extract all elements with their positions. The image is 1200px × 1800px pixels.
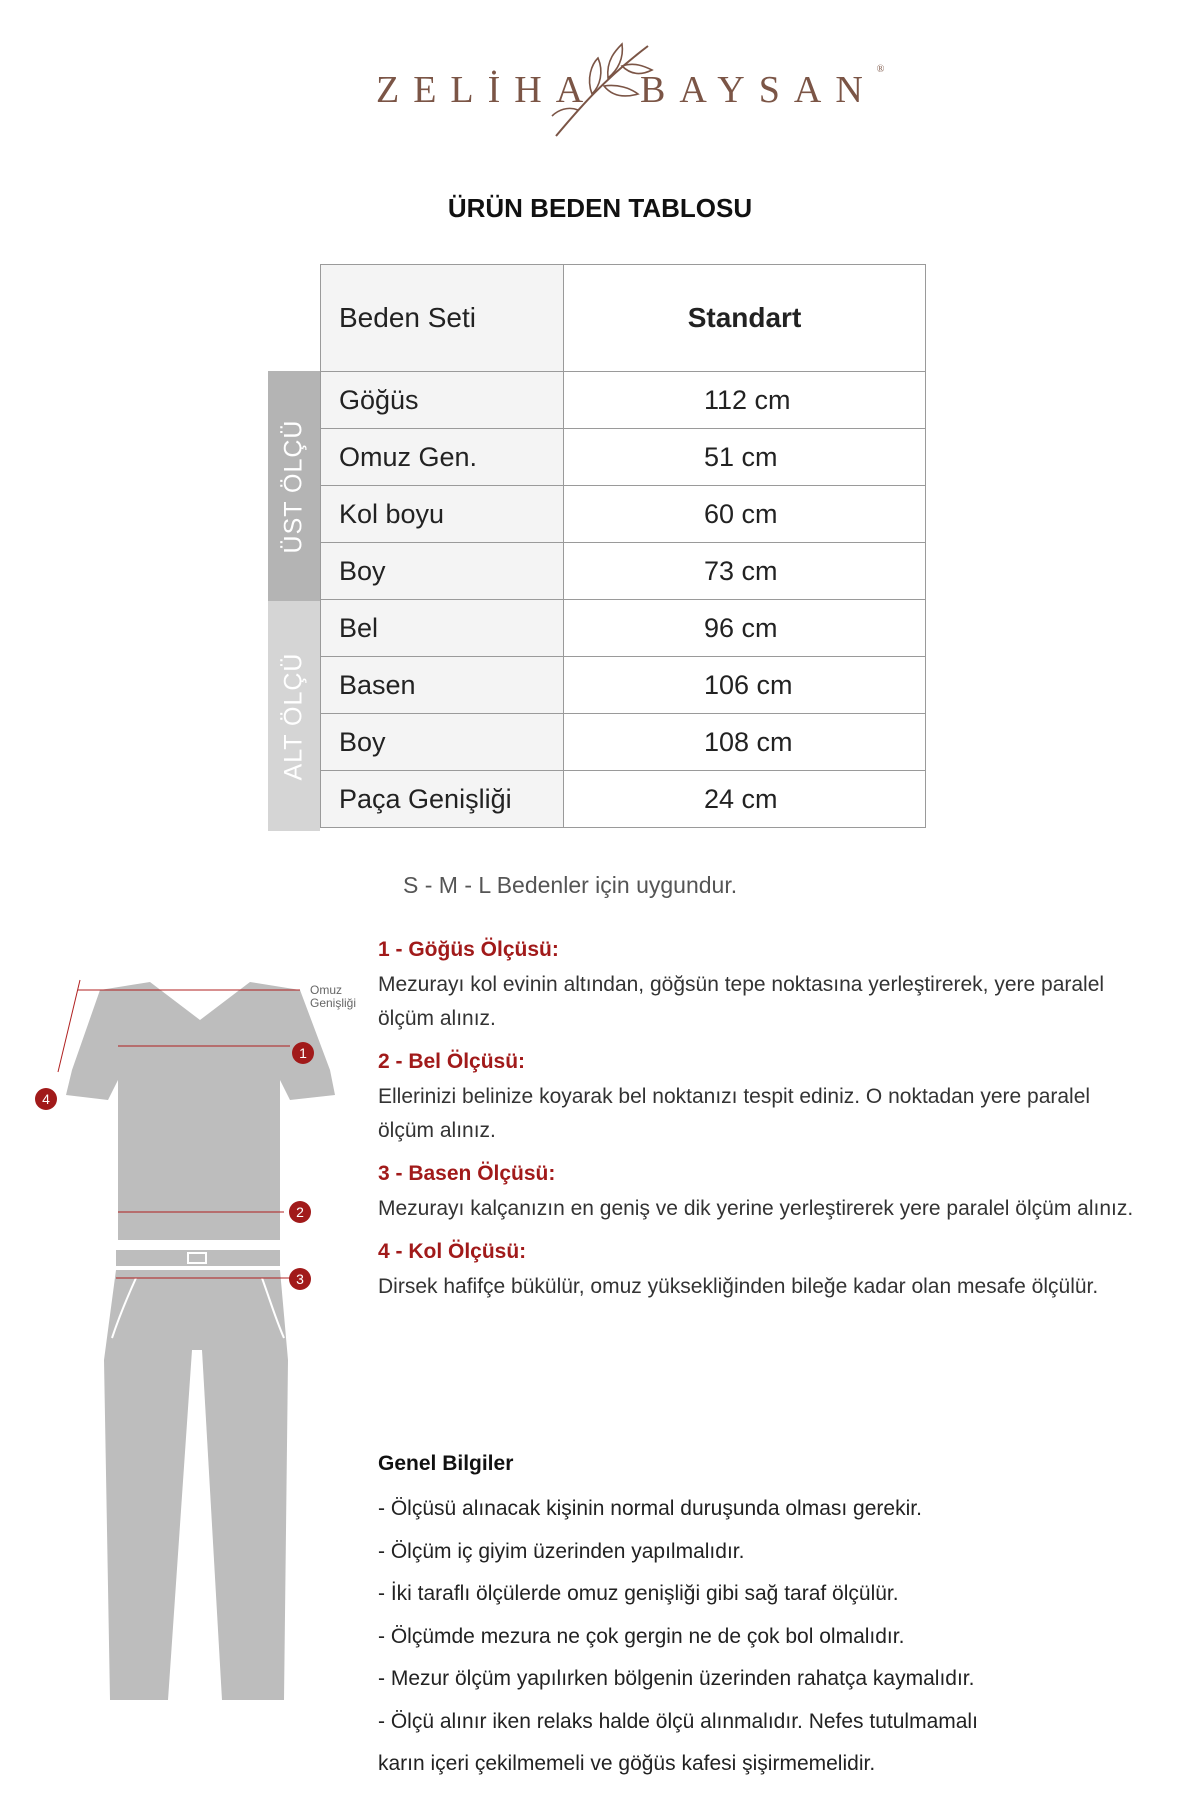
row-label: Omuz Gen. — [321, 429, 564, 486]
table-row — [321, 543, 926, 600]
row-label: Göğüs — [321, 372, 564, 429]
table-row — [321, 486, 926, 543]
row-value: 108 cm — [564, 714, 926, 771]
measurement-figure — [0, 960, 380, 1720]
fit-note: S - M - L Bedenler için uygundur. — [403, 872, 738, 898]
step-text: Dirsek hafifçe bükülür, omuz yüksekliğinden bileğe kadar olan mesafe ölçülür. — [378, 1275, 1099, 1298]
step-sleeve — [378, 1240, 1138, 1304]
registered-mark: ® — [876, 64, 885, 75]
list-item: - Ölçüm iç giyim üzerinden yapılmalıdır. — [378, 1539, 745, 1563]
table-row — [321, 714, 926, 771]
list-item: - Ölçü alınır iken relaks halde ölçü alınmalıdır. Nefes tutulmamalı — [378, 1709, 978, 1733]
step-text: Mezurayı kalçanızın en geniş ve dik yerine yerleştirerek yere paralel ölçüm alınız. — [378, 1197, 1134, 1220]
brand-name-left: ZELİHA — [376, 69, 598, 111]
badge-sleeve: 4 — [35, 1088, 57, 1110]
table-row — [321, 372, 926, 429]
row-value: 51 cm — [564, 429, 926, 486]
step-chest — [378, 938, 1138, 1036]
step-title: 4 - Kol Ölçüsü: — [378, 1240, 527, 1263]
page-title: ÜRÜN BEDEN TABLOSU — [447, 193, 753, 223]
shoulder-label-line1: Omuz — [310, 983, 343, 997]
table-row — [321, 600, 926, 657]
step-title: 3 - Basen Ölçüsü: — [378, 1162, 556, 1185]
badge-chest: 1 — [292, 1042, 314, 1064]
row-label: Boy — [321, 543, 564, 600]
body-silhouette-icon — [0, 960, 380, 1720]
row-label: Kol boyu — [321, 486, 564, 543]
row-label: Boy — [321, 714, 564, 771]
badge-hip: 3 — [289, 1268, 311, 1290]
table-row — [321, 657, 926, 714]
group-label-bottom-text: ALT ÖLÇÜ — [279, 652, 308, 780]
general-info — [378, 1452, 1158, 1786]
badge-waist: 2 — [289, 1201, 311, 1223]
step-waist — [378, 1050, 1138, 1148]
general-info-title: Genel Bilgiler — [378, 1452, 514, 1475]
group-label-bottom — [268, 601, 320, 831]
header-label-cell: Beden Seti — [321, 265, 564, 372]
step-title: 1 - Göğüs Ölçüsü: — [378, 938, 559, 961]
group-label-top-text: ÜST ÖLÇÜ — [279, 419, 308, 553]
table-row — [321, 429, 926, 486]
list-item: - Mezur ölçüm yapılırken bölgenin üzerinden rahatça kaymalıdır. — [378, 1667, 975, 1690]
measurement-steps — [378, 938, 1138, 1318]
step-text: Mezurayı kol evinin altından, göğsün tepe noktasına yerleştirerek, yere paralel ölçüm alınız. — [378, 973, 1105, 1030]
step-hip — [378, 1162, 1138, 1226]
row-label: Basen — [321, 657, 564, 714]
brand-name-right-text: BAYSAN — [640, 69, 877, 111]
list-item: - İki taraflı ölçülerde omuz genişliği gibi sağ taraf ölçülür. — [378, 1582, 899, 1605]
size-table — [320, 264, 926, 828]
row-value: 60 cm — [564, 486, 926, 543]
list-item: - Ölçümde mezura ne çok gergin ne de çok bol olmalıdır. — [378, 1624, 905, 1648]
row-value: 106 cm — [564, 657, 926, 714]
header-value-cell: Standart — [564, 265, 926, 372]
brand-logo — [0, 40, 1200, 150]
list-item: - Ölçüsü alınacak kişinin normal duruşunda olması gerekir. — [378, 1497, 922, 1520]
shoulder-width-label — [310, 984, 356, 1010]
group-label-top — [268, 371, 320, 601]
step-text: Ellerinizi belinize koyarak bel noktanızı tespit ediniz. O noktadan yere paralel ölçüm alınız. — [378, 1085, 1091, 1142]
row-value: 24 cm — [564, 771, 926, 828]
row-value: 96 cm — [564, 600, 926, 657]
list-item: karın içeri çekilmemeli ve göğüs kafesi şişirmemelidir. — [378, 1752, 876, 1775]
step-title: 2 - Bel Ölçüsü: — [378, 1050, 526, 1073]
table-header-row — [321, 265, 926, 372]
row-label: Bel — [321, 600, 564, 657]
row-value: 112 cm — [564, 372, 926, 429]
row-value: 73 cm — [564, 543, 926, 600]
table-row — [321, 771, 926, 828]
row-label: Paça Genişliği — [321, 771, 564, 828]
brand-name-right — [640, 64, 885, 112]
shoulder-label-line2: Genişliği — [310, 996, 357, 1010]
